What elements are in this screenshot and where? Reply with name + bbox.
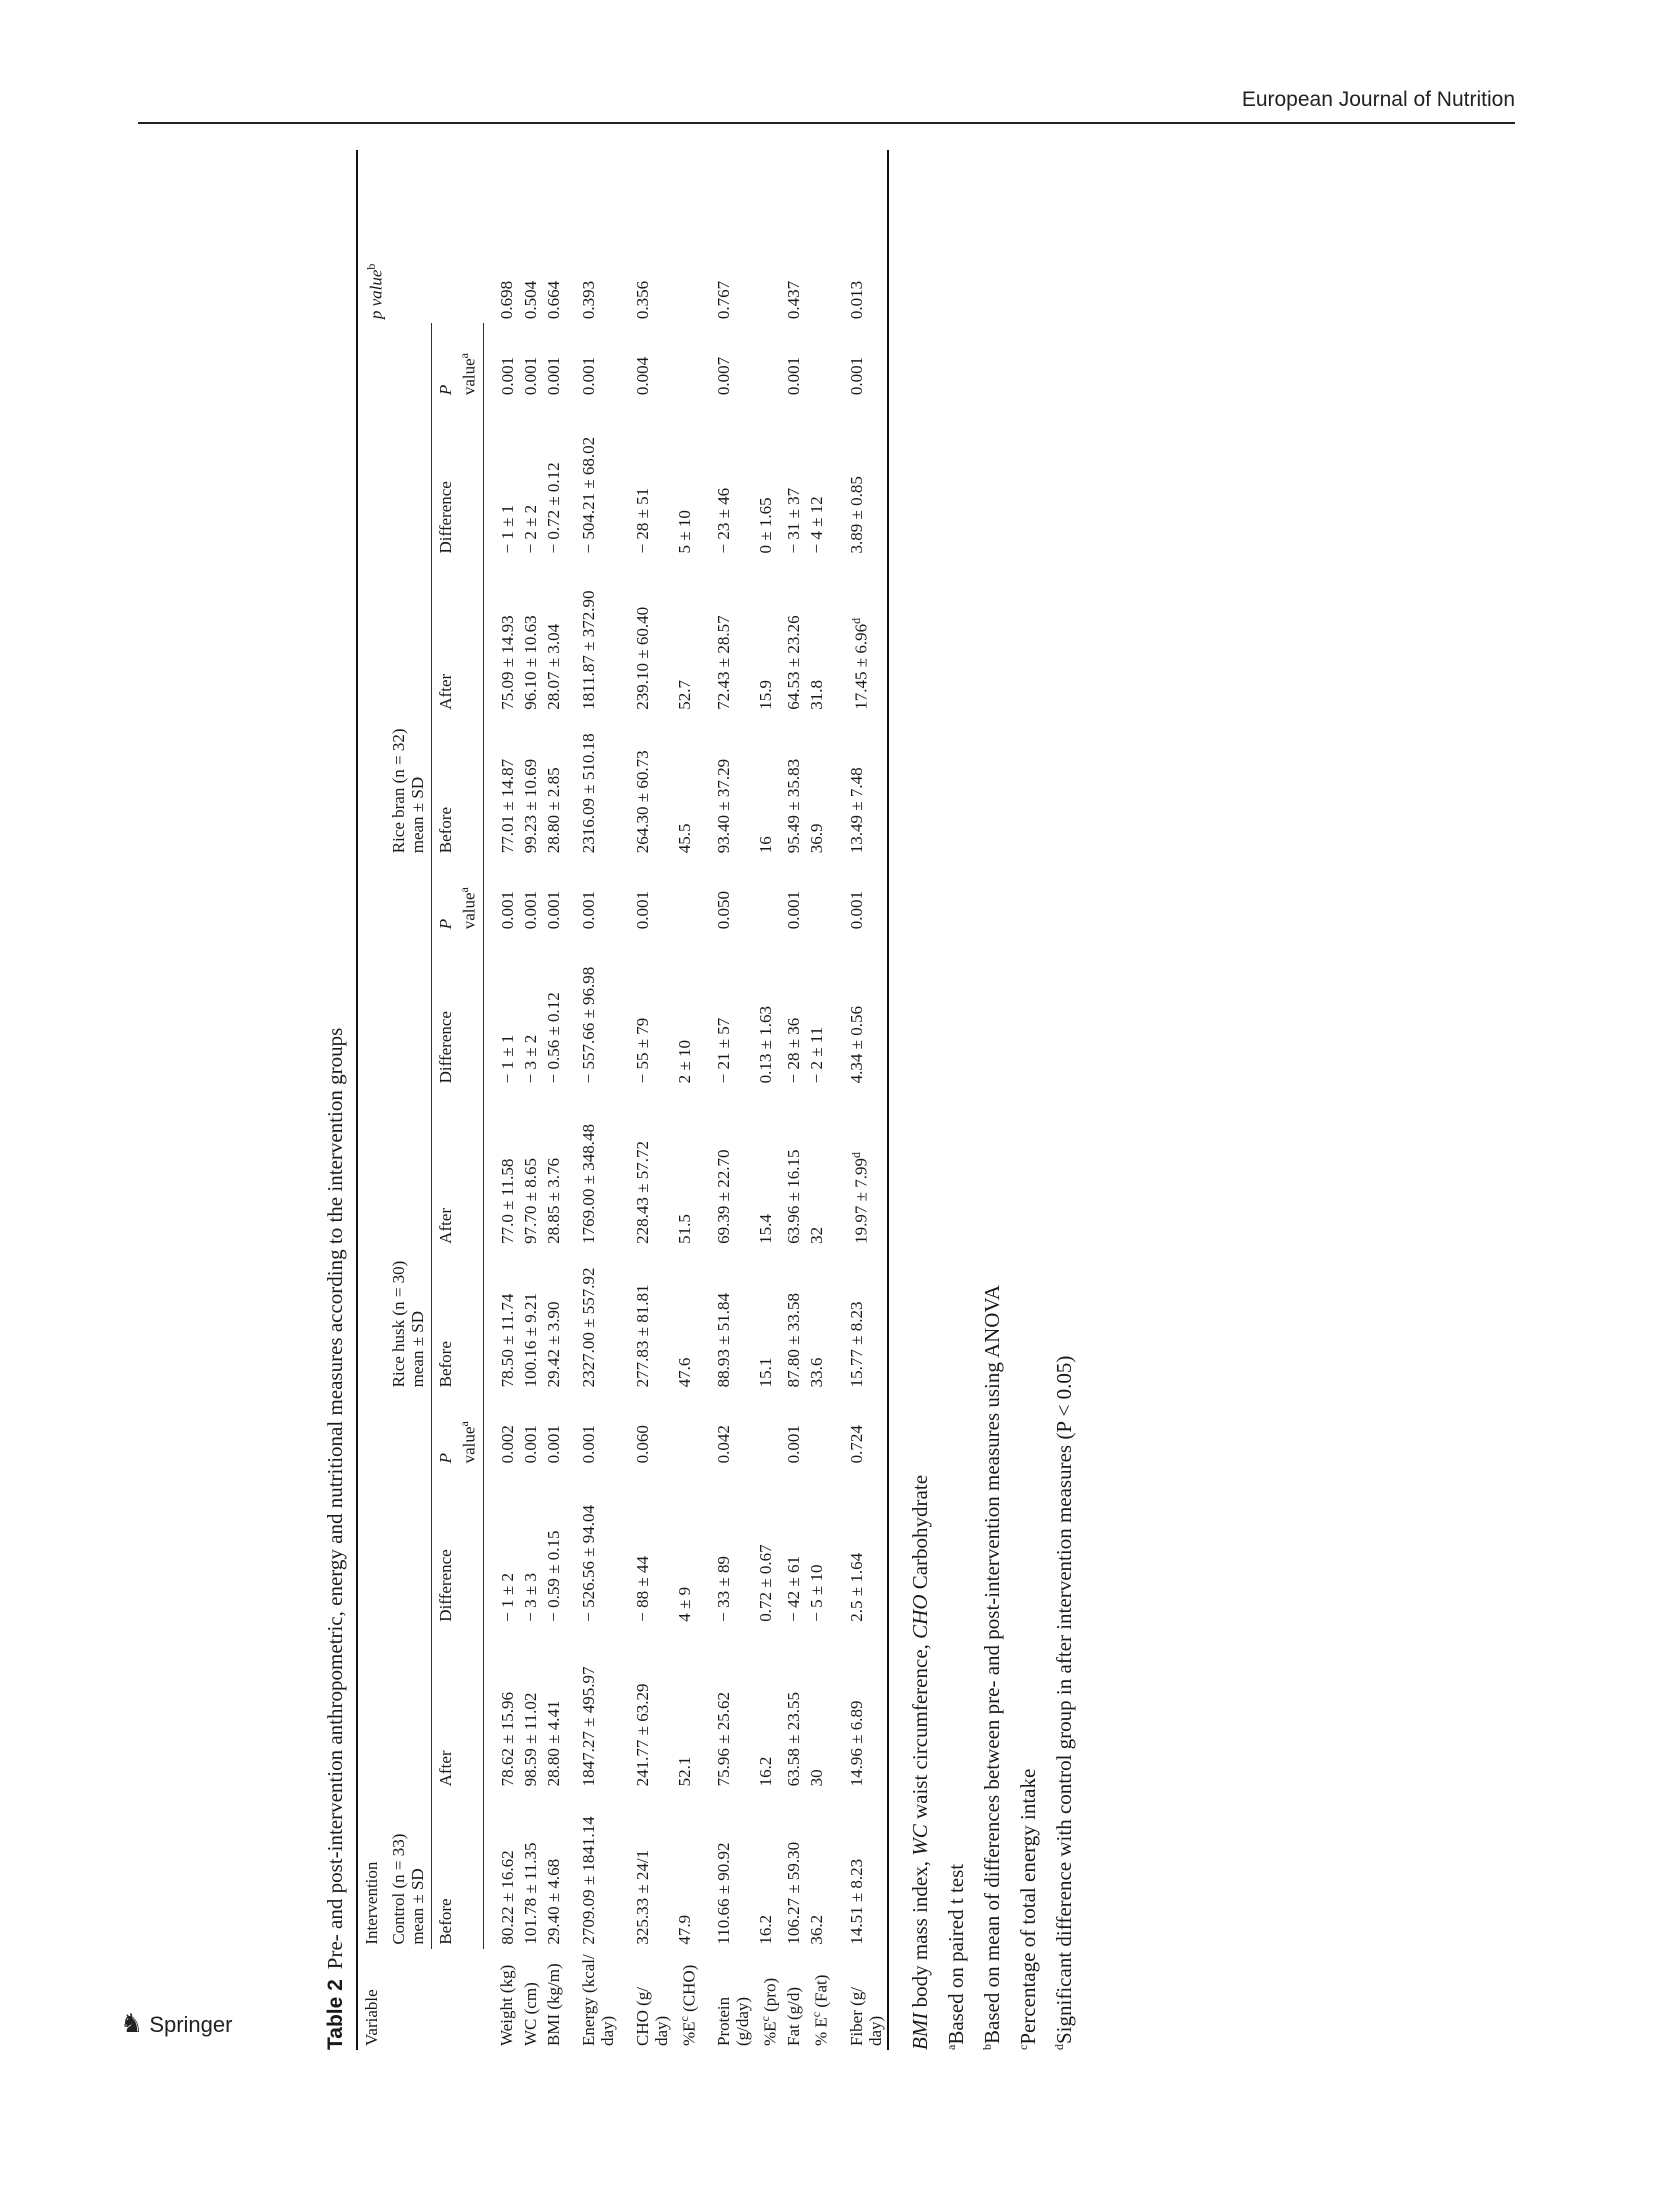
cell-c-p xyxy=(754,1391,782,1467)
cell-c-after: 28.80 ± 4.41 xyxy=(543,1700,563,1787)
cell-b-diff: − 4 ± 12 xyxy=(806,496,826,554)
cell-b-diff: 5 ± 10 xyxy=(674,510,694,554)
table-head xyxy=(357,150,483,2050)
table-row xyxy=(542,150,565,2050)
cell-b-after: 96.10 ± 10.63 xyxy=(520,615,540,710)
cell-h-diff: − 3 ± 2 xyxy=(520,1034,540,1084)
cell-p-value: 0.767 xyxy=(714,280,734,320)
cell-h-after: 77.0 ± 11.58 xyxy=(497,1158,517,1244)
cell-b-before: 93.40 ± 37.29 xyxy=(714,758,734,854)
cell-h-p: 0.050 xyxy=(714,891,734,930)
group-rice-bran-header: Rice bran (n = 32) mean ± SD xyxy=(385,323,432,857)
col-p: P value$^a$ xyxy=(432,1391,484,1467)
cell-b-diff: − 31 ± 37 xyxy=(783,487,803,554)
col-difference: Difference xyxy=(432,933,484,1087)
col-difference: Difference xyxy=(432,399,484,557)
row-variable: Protein (g/day) xyxy=(714,1996,753,2046)
cell-h-after: 97.70 ± 8.65 xyxy=(520,1157,540,1244)
cell-b-diff: − 504.21 ± 68.02 xyxy=(578,436,598,554)
header-rule xyxy=(138,122,1515,124)
col-variable-header: Variable xyxy=(362,1989,381,2046)
cell-c-before: 80.22 ± 16.62 xyxy=(497,1850,517,1945)
col-after: After xyxy=(432,558,484,714)
row-variable: Fat (g/d) xyxy=(783,1986,803,2046)
cell-c-p: 0.001 xyxy=(520,1425,540,1464)
cell-h-before: 15.77 ± 8.23 xyxy=(846,1301,866,1388)
row-variable: Fiber (g/ day) xyxy=(846,1986,885,2046)
cell-b-before: 36.9 xyxy=(806,823,826,854)
cell-c-after: 78.62 ± 15.96 xyxy=(497,1692,517,1787)
cell-h-after: 63.96 ± 16.15 xyxy=(783,1149,803,1244)
cell-b-before: 264.30 ± 60.73 xyxy=(632,750,652,854)
cell-h-diff: 4.34 ± 0.56 xyxy=(846,1006,866,1084)
col-before: Before xyxy=(432,1790,484,1948)
cell-b-diff: − 0.72 ± 0.12 xyxy=(543,462,563,554)
cell-b-p: 0.001 xyxy=(520,356,540,396)
cell-h-after: 228.43 ± 57.72 xyxy=(632,1140,652,1244)
cell-c-before: 325.33 ± 24/1 xyxy=(632,1849,652,1945)
cell-h-before: 277.83 ± 81.81 xyxy=(632,1284,652,1388)
table-row xyxy=(565,150,619,2050)
cell-p-value xyxy=(673,150,701,323)
cell-c-after: 14.96 ± 6.89 xyxy=(846,1700,866,1787)
cell-h-before: 33.6 xyxy=(806,1357,826,1388)
cell-b-before: 95.49 ± 35.83 xyxy=(783,758,803,854)
cell-c-diff: − 0.59 ± 0.15 xyxy=(543,1530,563,1622)
cell-c-before: 14.51 ± 8.23 xyxy=(846,1858,866,1945)
cell-c-p: 0.042 xyxy=(714,1425,734,1464)
cell-p-value: 0.013 xyxy=(846,280,866,320)
table-row xyxy=(619,150,673,2050)
table-title: Pre- and post-intervention anthropometric, energy and nutritional measures according to the intervention groups xyxy=(323,1027,347,1970)
footnote-c: $^c$Percentage of total energy intake xyxy=(1015,1768,1040,2050)
table-row xyxy=(700,150,754,2050)
cell-b-after: 75.09 ± 14.93 xyxy=(497,615,517,710)
cell-h-after: 51.5 xyxy=(674,1214,694,1244)
col-pvalue-header: p value$^b$ xyxy=(364,263,386,320)
cell-b-after: 72.43 ± 28.57 xyxy=(714,615,734,710)
group-rice-husk-header: Rice husk (n = 30) mean ± SD xyxy=(385,857,432,1391)
cell-p-value xyxy=(805,150,833,323)
cell-p-value: 0.437 xyxy=(783,280,803,320)
cell-b-before: 2316.09 ± 510.18 xyxy=(578,733,598,854)
cell-b-diff: − 2 ± 2 xyxy=(520,504,540,554)
cell-c-diff: − 5 ± 10 xyxy=(806,1564,826,1622)
cell-c-after: 30 xyxy=(806,1769,826,1787)
cell-p-value xyxy=(754,150,782,323)
cell-h-before: 88.93 ± 51.84 xyxy=(714,1293,734,1388)
cell-h-after: 19.97 ± 7.99$^d$ xyxy=(848,1151,871,1244)
table-row xyxy=(519,150,542,2050)
cell-h-p: 0.001 xyxy=(578,891,598,930)
cell-b-after: 28.07 ± 3.04 xyxy=(543,623,563,710)
col-difference: Difference xyxy=(432,1467,484,1625)
cell-h-after: 28.85 ± 3.76 xyxy=(543,1157,563,1244)
table-row xyxy=(483,150,519,2050)
cell-b-after: 15.9 xyxy=(756,679,776,710)
cell-h-before: 47.6 xyxy=(674,1357,694,1388)
cell-b-p: 0.001 xyxy=(497,356,517,396)
publisher-footer xyxy=(120,2008,232,2039)
cell-h-before: 78.50 ± 11.74 xyxy=(497,1293,517,1388)
footnote-b: $^b$Based on mean of differences between pre- and post-intervention measures using ANOVA xyxy=(979,1284,1004,2050)
col-after: After xyxy=(432,1087,484,1247)
row-variable: Weight (kg) xyxy=(497,1964,517,2046)
cell-h-diff: − 1 ± 1 xyxy=(497,1034,517,1084)
cell-b-p xyxy=(673,323,701,399)
cell-c-after: 63.58 ± 23.55 xyxy=(783,1692,803,1787)
row-variable: WC (cm) xyxy=(520,1982,540,2046)
col-intervention-header: Intervention xyxy=(362,1861,381,1945)
cell-h-diff: 2 ± 10 xyxy=(674,1040,694,1084)
cell-h-diff: − 21 ± 57 xyxy=(714,1017,734,1084)
cell-b-after: 64.53 ± 23.26 xyxy=(783,615,803,710)
cell-b-after: 31.8 xyxy=(806,679,826,710)
cell-b-after: 239.10 ± 60.40 xyxy=(632,606,652,710)
cell-c-diff: 0.72 ± 0.67 xyxy=(756,1544,776,1622)
cell-p-value: 0.393 xyxy=(578,280,598,320)
cell-h-before: 29.42 ± 3.90 xyxy=(543,1301,563,1388)
table-row xyxy=(754,150,782,2050)
cell-c-diff: 2.5 ± 1.64 xyxy=(846,1552,866,1622)
footnote-abbreviations: BMI body mass index, WC waist circumference, CHO Carbohydrate xyxy=(907,1474,932,2050)
cell-c-after: 1847.27 ± 495.97 xyxy=(578,1666,598,1787)
cell-h-after: 1769.00 ± 348.48 xyxy=(578,1123,598,1244)
publisher-name: Springer xyxy=(149,2012,233,2037)
cell-b-diff: − 1 ± 1 xyxy=(497,504,517,554)
results-table xyxy=(356,150,889,2050)
row-variable: % $E^c$ (Fat) xyxy=(808,1974,831,2046)
cell-p-value: 0.664 xyxy=(543,280,563,320)
cell-h-p: 0.001 xyxy=(520,891,540,930)
cell-c-diff: 4 ± 9 xyxy=(674,1586,694,1622)
cell-c-before: 47.9 xyxy=(674,1914,694,1945)
footnote-d: $^d$Significant difference with control group in after intervention measures (P < 0.05) xyxy=(1051,1355,1076,2050)
cell-b-before: 45.5 xyxy=(674,823,694,854)
cell-h-p: 0.001 xyxy=(783,891,803,930)
cell-h-p xyxy=(673,857,701,933)
cell-b-p: 0.004 xyxy=(632,356,652,396)
cell-h-diff: − 557.66 ± 96.98 xyxy=(578,966,598,1084)
cell-h-diff: − 0.56 ± 0.12 xyxy=(543,992,563,1084)
cell-h-before: 100.16 ± 9.21 xyxy=(520,1293,540,1388)
cell-p-value: 0.504 xyxy=(520,280,540,320)
cell-c-after: 52.1 xyxy=(674,1756,694,1787)
cell-c-diff: − 33 ± 89 xyxy=(714,1556,734,1622)
row-variable: CHO (g/ day) xyxy=(632,1986,671,2046)
cell-c-p: 0.060 xyxy=(632,1425,652,1464)
cell-b-before: 77.01 ± 14.87 xyxy=(497,758,517,854)
cell-b-p: 0.001 xyxy=(783,356,803,396)
cell-c-before: 110.66 ± 90.92 xyxy=(714,1842,734,1945)
cell-c-after: 98.59 ± 11.02 xyxy=(520,1692,540,1787)
cell-h-diff: − 2 ± 11 xyxy=(806,1026,826,1084)
table-footnotes xyxy=(905,150,1080,2050)
cell-c-after: 241.77 ± 63.29 xyxy=(632,1683,652,1787)
cell-c-p: 0.001 xyxy=(543,1425,563,1464)
journal-header: European Journal of Nutrition xyxy=(1241,88,1515,111)
cell-h-p: 0.001 xyxy=(632,891,652,930)
cell-c-p xyxy=(673,1391,701,1467)
cell-h-before: 15.1 xyxy=(756,1357,776,1388)
cell-h-before: 2327.00 ± 557.92 xyxy=(578,1267,598,1388)
cell-h-before: 87.80 ± 33.58 xyxy=(783,1293,803,1388)
rotated-table-block xyxy=(320,150,1170,2050)
table-body xyxy=(483,150,887,2050)
col-p: P value$^a$ xyxy=(432,857,484,933)
cell-b-diff: 0 ± 1.65 xyxy=(756,497,776,554)
cell-c-p xyxy=(805,1391,833,1467)
cell-c-before: 36.2 xyxy=(806,1914,826,1945)
cell-c-diff: − 1 ± 2 xyxy=(497,1573,517,1622)
cell-h-after: 15.4 xyxy=(756,1214,776,1244)
cell-b-p: 0.001 xyxy=(578,356,598,396)
cell-h-p: 0.001 xyxy=(543,891,563,930)
cell-c-before: 106.27 ± 59.30 xyxy=(783,1841,803,1945)
cell-b-diff: 3.89 ± 0.85 xyxy=(846,476,866,554)
row-variable: $\%E^c$ (CHO) xyxy=(676,1964,699,2046)
cell-h-diff: − 55 ± 79 xyxy=(632,1017,652,1084)
table-row xyxy=(673,150,701,2050)
cell-c-before: 16.2 xyxy=(756,1914,776,1945)
cell-b-before: 13.49 ± 7.48 xyxy=(846,767,866,854)
springer-horse-icon: ♞ xyxy=(120,2008,144,2038)
cell-h-p xyxy=(805,857,833,933)
cell-c-before: 101.78 ± 11.35 xyxy=(520,1842,540,1945)
group-control-header: Control (n = 33) mean ± SD xyxy=(385,1391,432,1948)
col-before: Before xyxy=(432,714,484,858)
cell-h-p: 0.001 xyxy=(497,891,517,930)
cell-c-after: 16.2 xyxy=(756,1756,776,1787)
row-variable: $\%E^c$ (pro) xyxy=(758,1977,780,2046)
table-row xyxy=(782,150,805,2050)
cell-c-after: 75.96 ± 25.62 xyxy=(714,1692,734,1787)
cell-h-p: 0.001 xyxy=(846,891,866,930)
cell-h-diff: 0.13 ± 1.63 xyxy=(756,1006,776,1084)
cell-c-p: 0.002 xyxy=(497,1425,517,1464)
cell-b-p xyxy=(754,323,782,399)
table-caption xyxy=(320,150,350,2050)
cell-b-diff: − 28 ± 51 xyxy=(632,487,652,554)
cell-p-value: 0.698 xyxy=(497,280,517,320)
table-label: Table 2 xyxy=(324,1979,347,2050)
cell-c-diff: − 42 ± 61 xyxy=(783,1556,803,1622)
col-after: After xyxy=(432,1626,484,1791)
cell-c-p: 0.001 xyxy=(578,1425,598,1464)
cell-h-diff: − 28 ± 36 xyxy=(783,1017,803,1084)
cell-c-before: 2709.09 ± 1841.14 xyxy=(578,1816,598,1945)
cell-c-diff: − 526.56 ± 94.04 xyxy=(578,1505,598,1622)
cell-b-after: 17.45 ± 6.96$^d$ xyxy=(848,617,871,710)
table-row xyxy=(805,150,833,2050)
cell-b-p: 0.007 xyxy=(714,356,734,396)
row-variable: BMI (kg/m) xyxy=(543,1963,563,2046)
row-variable: Energy (kcal/ day) xyxy=(578,1954,617,2046)
cell-b-before: 28.80 ± 2.85 xyxy=(543,767,563,854)
cell-b-diff: − 23 ± 46 xyxy=(714,487,734,554)
col-p: P value$^a$ xyxy=(432,323,484,399)
cell-b-after: 52.7 xyxy=(674,679,694,710)
table-row xyxy=(833,150,888,2050)
cell-h-after: 69.39 ± 22.70 xyxy=(714,1149,734,1244)
cell-c-diff: − 3 ± 3 xyxy=(520,1573,540,1622)
cell-c-diff: − 88 ± 44 xyxy=(632,1556,652,1622)
cell-c-p: 0.724 xyxy=(846,1425,866,1464)
cell-c-before: 29.40 ± 4.68 xyxy=(543,1858,563,1945)
cell-b-after: 1811.87 ± 372.90 xyxy=(578,590,598,710)
cell-b-before: 99.23 ± 10.69 xyxy=(520,758,540,854)
cell-b-p: 0.001 xyxy=(543,356,563,396)
cell-p-value: 0.356 xyxy=(632,280,652,320)
footnote-a: $^a$Based on paired t test xyxy=(943,1863,968,2050)
cell-c-p: 0.001 xyxy=(783,1425,803,1464)
cell-b-before: 16 xyxy=(756,836,776,854)
cell-b-p: 0.001 xyxy=(846,356,866,396)
cell-h-p xyxy=(754,857,782,933)
cell-h-after: 32 xyxy=(806,1226,826,1244)
col-before: Before xyxy=(432,1248,484,1392)
cell-b-p xyxy=(805,323,833,399)
